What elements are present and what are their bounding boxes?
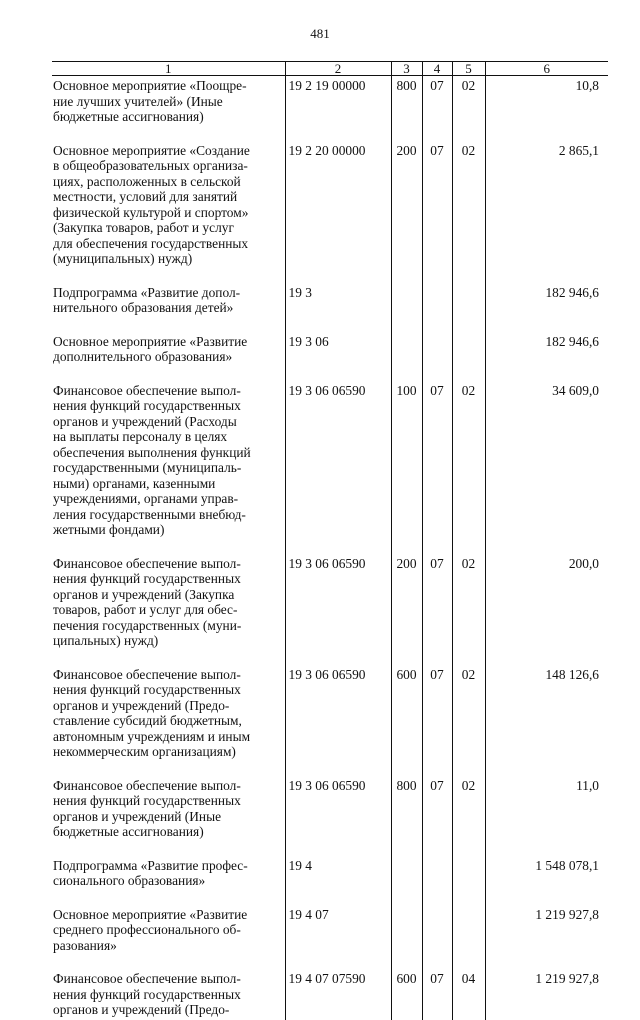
row-amount: 1 219 927,8 [485,969,608,1020]
row-section: 07 [422,381,452,554]
row-amount: 1 219 927,8 [485,905,608,970]
table-row [52,76,608,141]
row-code: 19 4 07 [285,905,391,970]
row-expense-type: 100 [391,381,422,554]
row-section: 07 [422,141,452,283]
row-expense-type [391,332,422,381]
row-expense-type: 800 [391,76,422,141]
row-name: Финансовое обеспечение выпол- нения функций государственных органов и учреждений (Предо- [53,971,241,1017]
row-name: Подпрограмма «Развитие допол- нительного образования детей» [53,284,241,315]
row-code: 19 2 20 00000 [285,141,391,283]
row-name: Финансовое обеспечение выпол- нения функций государственных органов и учреждений (Иные бюджетные ассигнования) [53,777,241,839]
row-subsection [452,332,485,381]
row-expense-type [391,283,422,332]
row-name: Основное мероприятие «Поощре- ние лучших учителей» (Иные бюджетные ассигнования) [53,78,247,124]
header-col-3: 3 [391,62,422,76]
page-number: 481 [310,26,330,41]
row-amount: 34 609,0 [485,381,608,554]
row-subsection: 02 [452,776,485,856]
row-code: 19 4 [285,856,391,905]
row-code: 19 3 06 [285,332,391,381]
row-code: 19 3 06 06590 [285,776,391,856]
table-row [52,776,608,856]
row-expense-type: 200 [391,554,422,665]
row-amount: 200,0 [485,554,608,665]
row-name: Финансовое обеспечение выпол- нения функций государственных органов и учреждений (Закупка товаров, работ и услуг для обес- печения государственных (муни- ципальных) нужд) [53,555,242,648]
row-section: 07 [422,554,452,665]
row-section: 07 [422,665,452,776]
row-section [422,332,452,381]
row-amount: 182 946,6 [485,283,608,332]
row-name: Основное мероприятие «Развитие дополнительного образования» [53,333,248,364]
row-name: Подпрограмма «Развитие профес- сионального образования» [53,857,248,888]
table-row [52,969,608,1020]
row-code: 19 3 06 06590 [285,554,391,665]
row-code: 19 3 06 06590 [285,665,391,776]
row-amount: 1 548 078,1 [485,856,608,905]
table-row [52,332,608,381]
row-amount: 11,0 [485,776,608,856]
row-expense-type [391,856,422,905]
table-row [52,554,608,665]
row-expense-type: 200 [391,141,422,283]
row-expense-type: 800 [391,776,422,856]
row-subsection: 02 [452,141,485,283]
row-section: 07 [422,969,452,1020]
row-expense-type [391,905,422,970]
row-code: 19 3 [285,283,391,332]
row-code: 19 3 06 06590 [285,381,391,554]
row-amount: 148 126,6 [485,665,608,776]
row-subsection: 04 [452,969,485,1020]
row-name: Финансовое обеспечение выпол- нения функций государственных органов и учреждений (Предо- ставление субсидий бюджетным, автономным учреждениям и иным некоммерческим организациям) [53,666,251,759]
header-col-4: 4 [422,62,452,76]
row-expense-type: 600 [391,665,422,776]
row-subsection [452,283,485,332]
row-name: Основное мероприятие «Создание в общеобразовательных организа- циях, расположенных в сельской местности, условий для занятий физической культурой и спортом» (Закупка товаров, работ и услуг для обеспечения государственных (муниципальных) нужд) [53,142,250,266]
row-section [422,905,452,970]
row-subsection: 02 [452,554,485,665]
header-col-1: 1 [52,62,285,76]
row-section [422,856,452,905]
table-row [52,856,608,905]
row-section: 07 [422,76,452,141]
header-col-5: 5 [452,62,485,76]
row-code: 19 4 07 07590 [285,969,391,1020]
header-row [52,62,608,76]
table-row [52,283,608,332]
table-row [52,141,608,283]
row-amount: 2 865,1 [485,141,608,283]
row-subsection: 02 [452,76,485,141]
row-amount: 182 946,6 [485,332,608,381]
row-expense-type: 600 [391,969,422,1020]
row-section: 07 [422,776,452,856]
row-subsection: 02 [452,665,485,776]
header-col-2: 2 [285,62,391,76]
table-row [52,665,608,776]
row-subsection [452,856,485,905]
row-name: Основное мероприятие «Развитие среднего профессионального об- разования» [53,906,248,953]
budget-table [52,61,608,1020]
row-subsection: 02 [452,381,485,554]
row-code: 19 2 19 00000 [285,76,391,141]
table-row [52,905,608,970]
row-name: Финансовое обеспечение выпол- нения функций государственных органов и учреждений (Расходы на выплаты персоналу в целях обеспечения выполнения функций государственными (муниципаль- ными) органами, казенными учреждениями, органами управ- ления государственными внебюд- жетными фондами) [53,382,251,537]
row-amount: 10,8 [485,76,608,141]
row-subsection [452,905,485,970]
table-row [52,381,608,554]
row-section [422,283,452,332]
header-col-6: 6 [485,62,608,76]
